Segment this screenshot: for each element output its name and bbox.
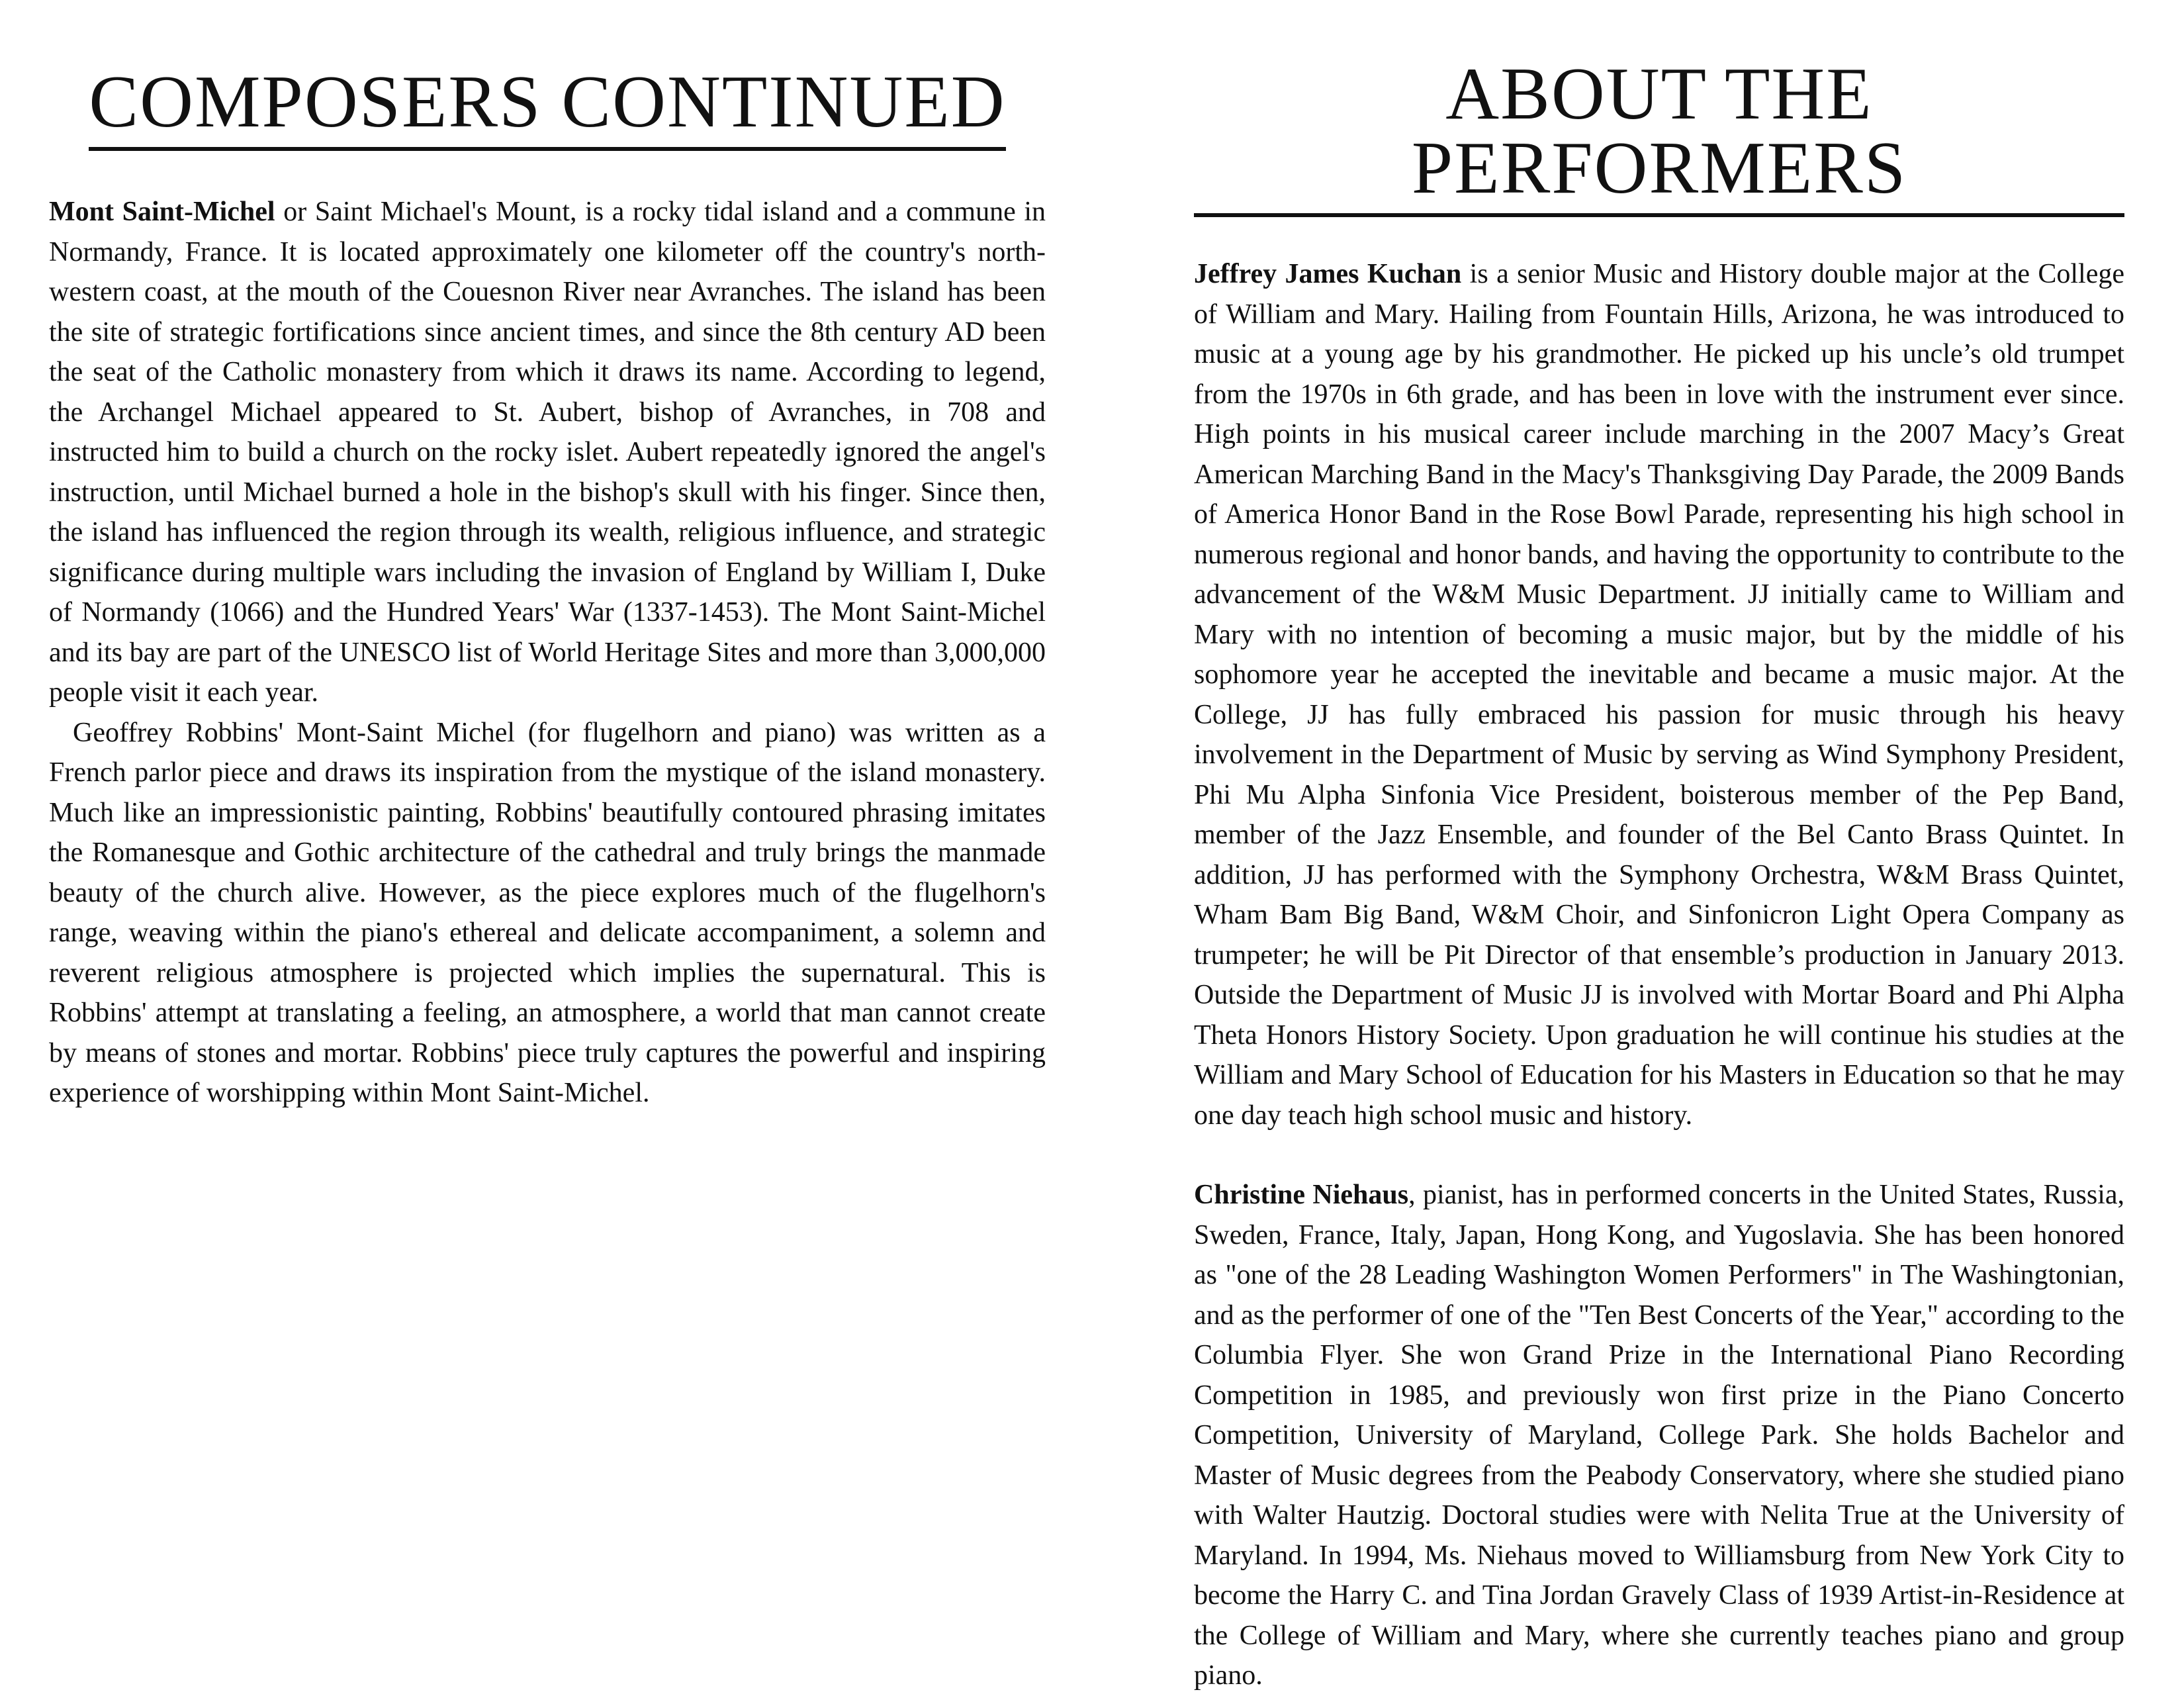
performers-heading-wrap	[1194, 53, 2124, 217]
mont-saint-michel-term: Mont Saint-Michel	[49, 197, 275, 227]
composers-column	[49, 0, 1046, 1113]
performer-bio-kuchan	[1194, 254, 2124, 1135]
performer-bio-kuchan-text: is a senior Music and History double major at the College of William and Mary. Hailing from Fountain Hills, Arizona, he was introduced to music at a young age by his grandmother. He picked up his uncle’s old trumpet from the 1970s in 6th grade, and has been in love with the instrument ever since. High points in his musical career include marching in the 2007 Macy’s Great American Marching Band in the Macy's Thanksgiving Day Parade, the 2009 Bands of America Honor Band in the Rose Bowl Parade, representing his high school in numerous regional and honor bands, and having the opportunity to contribute to the advancement of the W&M Music Department. JJ initially came to William and Mary with no intention of becoming a music major, but by the middle of his sophomore year he accepted the inevitable and became a music major. At the College, JJ has fully embraced his passion for music through his heavy involvement in the Department of Music by serving as Wind Symphony President, Phi Mu Alpha Sinfonia Vice President, boisterous member of the Pep Band, member of the Jazz Ensemble, and founder of the Bel Canto Brass Quintet. In addition, JJ has performed with the Symphony Orchestra, W&M Brass Quintet, Wham Bam Big Band, W&M Choir, and Sinfonicron Light Opera Company as trumpeter; he will be Pit Director of that ensemble’s production in January 2013. Outside the Department of Music JJ is involved with Mortar Board and Phi Alpha Theta Honors History Society. Upon graduation he will continue his studies at the William and Mary School of Education for his Masters in Education so that he may one day teach high school music and history.	[1194, 259, 2124, 1131]
performer-bio-niehaus	[1194, 1175, 2124, 1696]
performers-column	[1194, 0, 2124, 1696]
performer-bio-niehaus-text: , pianist, has in performed concerts in the United States, Russia, Sweden, France, Italy, Japan, Hong Kong, and Yugoslavia. She has been honored as "one of the 28 Leading Washington Women Performers" in The Washingtonian, and as the performer of one of the "Ten Best Concerts of the Year," according to the Columbia Flyer. She won Grand Prize in the International Piano Recording Competition in 1985, and previously won first prize in the Piano Concerto Competition, University of Maryland, College Park. She holds Bachelor and Master of Music degrees from the Peabody Conservatory, where she studied piano with Walter Hautzig. Doctoral studies were with Nelita True at the University of Maryland. In 1994, Ms. Niehaus moved to Williamsburg from New York City to become the Harry C. and Tina Jordan Gravely Class of 1939 Artist-in-Residence at the College of William and Mary, where she currently teaches piano and group piano.	[1194, 1180, 2124, 1691]
performer-name-niehaus: Christine Niehaus	[1194, 1180, 1409, 1210]
about-the-performers-heading: ABOUT THE PERFORMERS	[1194, 57, 2124, 217]
mont-saint-michel-description: or Saint Michael's Mount, is a rocky tidal island and a commune in Normandy, France. It is located approximately one kilometer off the country's north-western coast, at the mouth of the Couesnon River near Avranches. The island has been the site of strategic fortifications since ancient times, and since the 8th century AD been the seat of the Catholic monastery from which it draws its name. According to legend, the Archangel Michael appeared to St. Aubert, bishop of Avranches, in 708 and instructed him to build a church on the rocky islet. Aubert repeatedly ignored the angel's instruction, until Michael burned a hole in the bishop's skull with his finger. Since then, the island has influenced the region through its wealth, religious influence, and strategic significance during multiple wars including the invasion of England by William I, Duke of Normandy (1066) and the Hundred Years' War (1337-1453). The Mont Saint-Michel and its bay are part of the UNESCO list of World Heritage Sites and more than 3,000,000 people visit it each year.	[49, 197, 1046, 708]
composers-heading-wrap	[49, 61, 1046, 151]
composers-continued-heading: COMPOSERS CONTINUED	[89, 65, 1005, 151]
mont-saint-michel-paragraph	[49, 192, 1046, 713]
robbins-piece-paragraph: Geoffrey Robbins' Mont-Saint Michel (for flugelhorn and piano) was written as a French parlor piece and draws its inspiration from the mystique of the island monastery. Much like an impressionistic painting, Robbins' beautifully contoured phrasing imitates the Romanesque and Gothic architecture of the cathedral and truly brings the manmade beauty of the church alive. However, as the piece explores much of the flugelhorn's range, weaving within the piano's ethereal and delicate accompaniment, a solemn and reverent religious atmosphere is projected which implies the supernatural. This is Robbins' attempt at translating a feeling, an atmosphere, a world that man cannot create by means of stones and mortar. Robbins' piece truly captures the powerful and inspiring experience of worshipping within Mont Saint-Michel.	[49, 717, 1046, 1108]
performer-name-kuchan: Jeffrey James Kuchan	[1194, 259, 1462, 289]
